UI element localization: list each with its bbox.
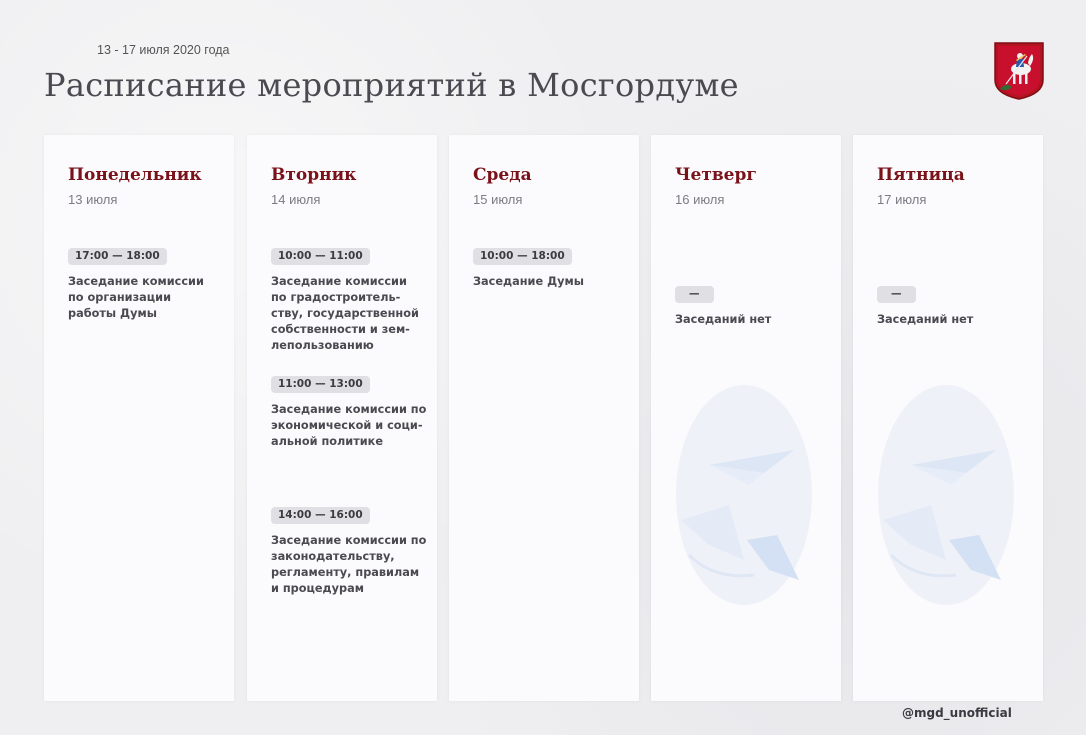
event (271, 372, 433, 450)
time-pill: — (877, 286, 916, 303)
day-card-thursday (651, 135, 841, 701)
event (68, 244, 230, 322)
day-name: Пятница (877, 165, 965, 185)
time-pill: 14:00 — 16:00 (271, 507, 370, 524)
day-date: 16 июля (675, 192, 725, 207)
event-description: Заседаний нет (877, 313, 974, 326)
time-pill: 17:00 — 18:00 (68, 248, 167, 265)
day-card-monday (44, 135, 234, 701)
day-name: Понедельник (68, 165, 202, 185)
event-description: Заседание комиссии по экономической и соци- альной политике (271, 403, 427, 448)
day-card-wednesday (449, 135, 639, 701)
event (271, 503, 433, 597)
day-name: Вторник (271, 165, 357, 185)
event-description: Заседание комиссии по законодательству, регламенту, правилам и процедурам (271, 534, 427, 595)
paper-plane-watermark-icon (871, 345, 1021, 615)
moscow-coat-of-arms-icon (994, 42, 1044, 100)
event (473, 244, 635, 290)
day-name: Среда (473, 165, 532, 185)
day-card-tuesday (247, 135, 437, 701)
day-card-friday (853, 135, 1043, 701)
time-pill: — (675, 286, 714, 303)
time-pill: 10:00 — 11:00 (271, 248, 370, 265)
day-date: 14 июля (271, 192, 321, 207)
event-description: Заседание Думы (473, 275, 584, 288)
time-pill: 10:00 — 18:00 (473, 248, 572, 265)
event-description: Заседание комиссии по градостроитель- ству, государственной собственности и зем- лепользованию (271, 275, 419, 352)
event-description: Заседание комиссии по организации работы Думы (68, 275, 204, 320)
event-description: Заседаний нет (675, 313, 772, 326)
day-name: Четверг (675, 165, 757, 185)
social-handle: @mgd_unofficial (902, 706, 1012, 720)
page-title: Расписание мероприятий в Мосгордуме (44, 66, 739, 104)
event (877, 282, 1039, 328)
event (271, 244, 433, 354)
day-date: 15 июля (473, 192, 523, 207)
day-date: 17 июля (877, 192, 927, 207)
date-range: 13 - 17 июля 2020 года (97, 43, 230, 57)
paper-plane-watermark-icon (669, 345, 819, 615)
day-date: 13 июля (68, 192, 118, 207)
event (675, 282, 837, 328)
time-pill: 11:00 — 13:00 (271, 376, 370, 393)
